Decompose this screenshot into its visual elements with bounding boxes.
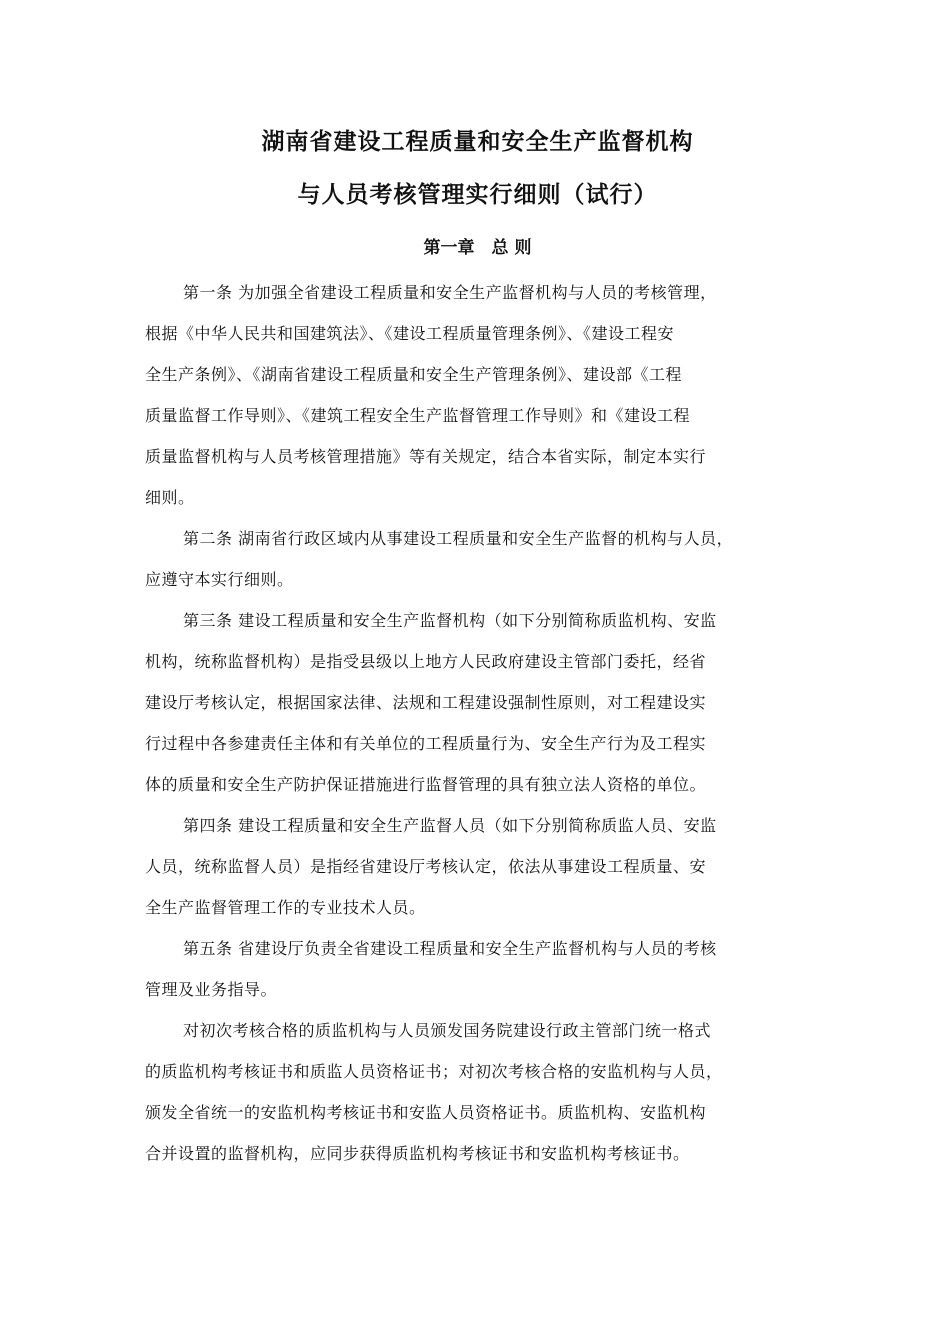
paragraph-line: 管理及业务指导。 (145, 980, 278, 999)
article-4 (145, 805, 810, 928)
chapter-heading: 第一章 总 则 (423, 238, 532, 258)
paragraph-line: 的质监机构考核证书和质监人员资格证书；对初次考核合格的安监机构与人员， (145, 1062, 723, 1081)
article-5-continued (145, 1010, 810, 1174)
document-title-line-2: 与人员考核管理实行细则（试行） (297, 182, 658, 208)
article-3 (145, 600, 810, 805)
paragraph-line: 对初次考核合格的质监机构与人员颁发国务院建设行政主管部门统一格式 (183, 1021, 712, 1040)
article-2 (145, 518, 810, 600)
paragraph-line: 应遵守本实行细则。 (145, 570, 294, 589)
paragraph-line: 质量监督机构与人员考核管理措施》等有关规定，结合本省实际，制定本实行 (145, 447, 707, 466)
paragraph-line: 全生产条例》、《湖南省建设工程质量和安全生产管理条例》、建设部《工程 (145, 365, 683, 384)
paragraph-line: 机构，统称监督机构）是指受县级以上地方人民政府建设主管部门委托，经省 (145, 652, 707, 671)
paragraph-line: 根据《中华人民共和国建筑法》、《建设工程质量管理条例》、《建设工程安 (145, 324, 675, 343)
paragraph-line: 第五条 省建设厅负责全省建设工程质量和安全生产监督机构与人员的考核 (183, 939, 717, 958)
article-5 (145, 928, 810, 1010)
paragraph-line: 体的质量和安全生产防护保证措施进行监督管理的具有独立法人资格的单位。 (145, 775, 707, 794)
paragraph-line: 第三条 建设工程质量和安全生产监督机构（如下分别简称质监机构、安监 (183, 611, 717, 630)
document-title-line-1: 湖南省建设工程质量和安全生产监督机构 (261, 129, 694, 155)
document-body (145, 272, 810, 1174)
article-1 (145, 272, 810, 518)
paragraph-line: 行过程中各参建责任主体和有关单位的工程质量行为、安全生产行为及工程实 (145, 734, 707, 753)
paragraph-line: 全生产监督管理工作的专业技术人员。 (145, 898, 426, 917)
paragraph-line: 合并设置的监督机构，应同步获得质监机构考核证书和安监机构考核证书。 (145, 1144, 690, 1163)
paragraph-line: 第二条 湖南省行政区域内从事建设工程质量和安全生产监督的机构与人员， (183, 529, 734, 548)
paragraph-line: 第一条 为加强全省建设工程质量和安全生产监督机构与人员的考核管理， (183, 283, 717, 302)
paragraph-line: 建设厅考核认定，根据国家法律、法规和工程建设强制性原则，对工程建设实 (145, 693, 707, 712)
paragraph-line: 质量监督工作导则》、《建筑工程安全生产监督管理工作导则》和《建设工程 (145, 406, 691, 425)
paragraph-line: 人员，统称监督人员）是指经省建设厅考核认定，依法从事建设工程质量、安 (145, 857, 707, 876)
paragraph-line: 细则。 (145, 488, 195, 507)
paragraph-line: 颁发全省统一的安监机构考核证书和安监人员资格证书。质监机构、安监机构 (145, 1103, 707, 1122)
paragraph-line: 第四条 建设工程质量和安全生产监督人员（如下分别简称质监人员、安监 (183, 816, 717, 835)
